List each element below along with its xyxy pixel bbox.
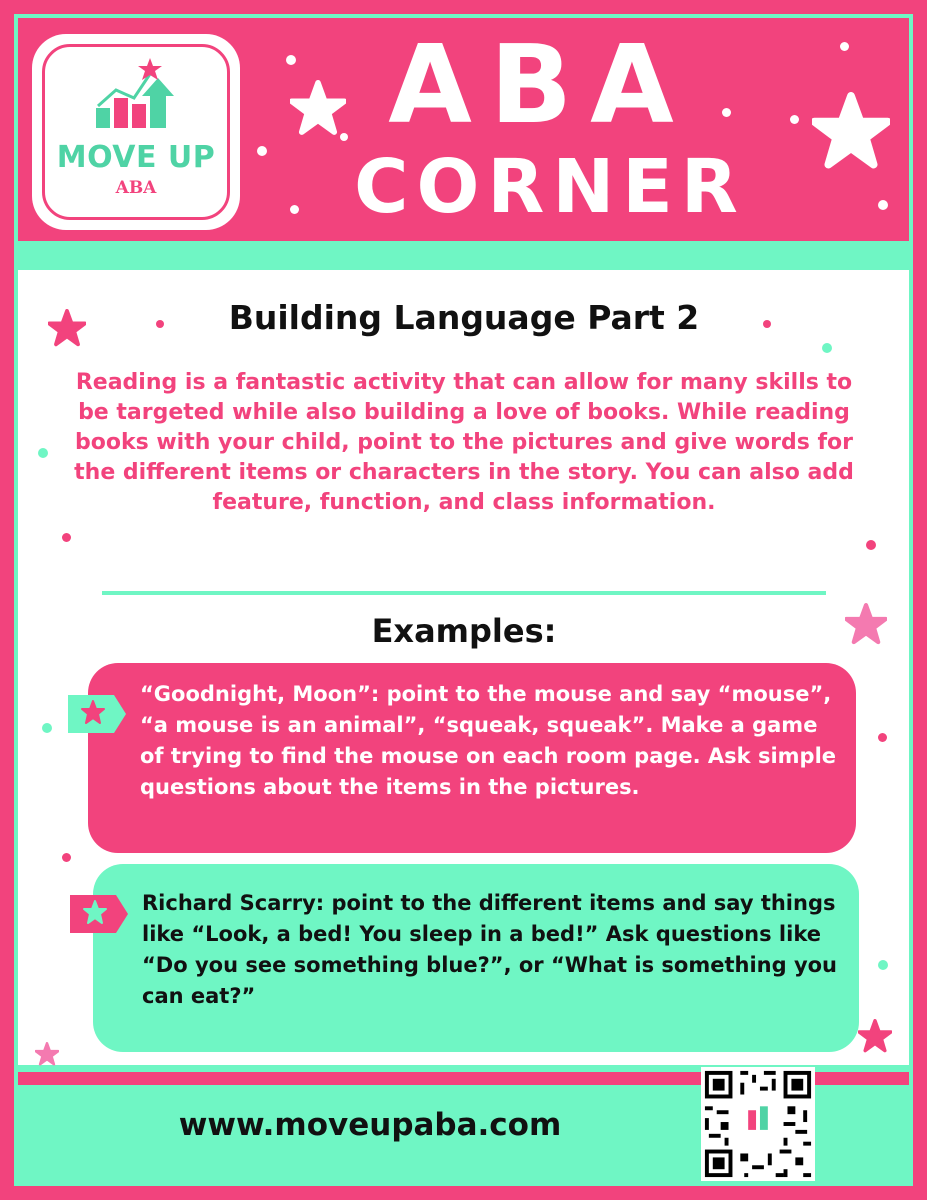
star-tag-icon [68,695,126,733]
decor-dot [340,133,348,141]
decor-dot [878,200,888,210]
example-text-2: Richard Scarry: point to the different items and say things like “Look, a bed! You sleep in a bed!” Ask questions like “Do you see something blue?”, or “What is something you can eat?” [142,891,838,1008]
decor-dot [878,960,888,970]
chart-arrow-icon [88,56,188,136]
qr-code[interactable] [701,1067,815,1181]
decor-dot [42,723,52,733]
star-tag-icon [70,895,128,933]
star-icon [290,80,346,136]
intro-paragraph: Reading is a fantastic activity that can allow for many skills to be targeted while also building a love of books. While reading books with your child, point to the pictures and give words for the different items or characters in the story. You can also add feature, function, and class information. [74,370,854,515]
divider [102,591,826,595]
header-title-line2: CORNER [354,144,746,230]
section-title: Building Language Part 2 [228,298,700,337]
logo-subtitle: ABA [115,178,157,198]
decor-dot [722,108,731,117]
decor-dot [286,55,296,65]
decor-dot [257,146,267,156]
decor-dot [62,533,71,542]
decor-dot [290,205,299,214]
logo-name: MOVE UP [56,140,216,175]
decor-dot [790,115,799,124]
decor-dot [840,42,849,51]
decor-dot [38,448,48,458]
star-icon [48,309,86,347]
example-text-1: “Goodnight, Moon”: point to the mouse and say “mouse”, “a mouse is an animal”, “squeak, squeak”. Make a game of trying to find the mouse on each room page. Ask simple questions about the items in the pictures. [140,682,837,799]
decor-dot [62,853,71,862]
decor-dot [866,540,876,550]
star-icon [812,92,890,170]
header-title-line1: ABA [388,23,692,148]
decor-dot [878,733,887,742]
star-icon [858,1019,892,1053]
star-icon [35,1042,59,1066]
star-icon [845,603,887,645]
decor-dot [320,103,327,110]
website-link[interactable]: www.moveupaba.com [178,1107,562,1143]
qr-code-graphic [701,1067,815,1181]
decor-dot [822,343,832,353]
examples-heading: Examples: [371,612,557,650]
